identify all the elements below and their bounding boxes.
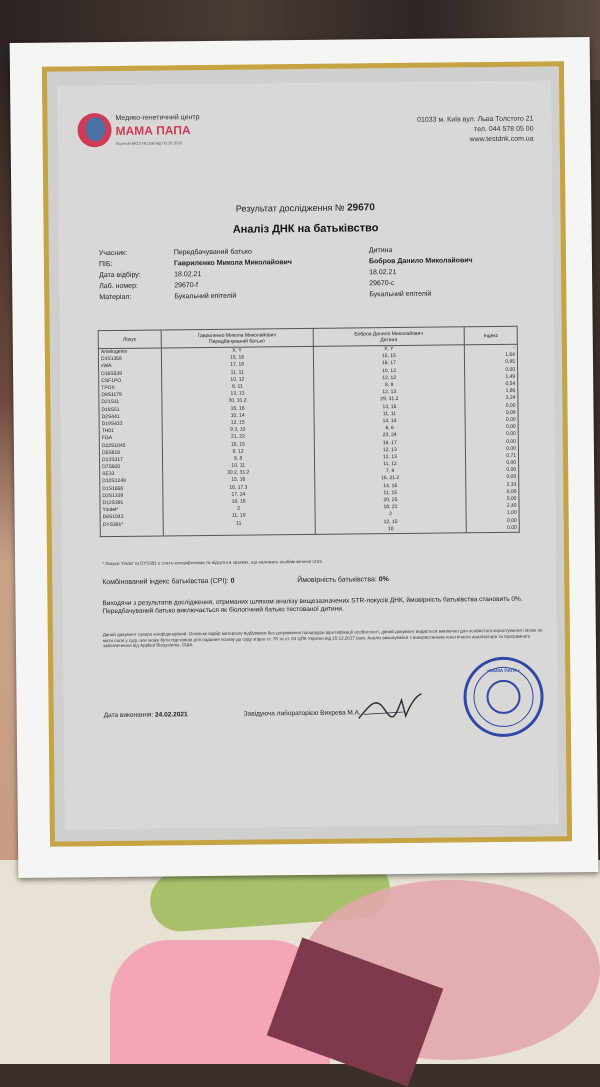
child-allele-cell: 11, 15	[314, 489, 466, 498]
index-cell: -	[465, 344, 518, 352]
info-value: Букальний епітелій	[369, 291, 431, 299]
child-allele-cell: 16, 17	[313, 360, 465, 369]
probability-value: 0%	[379, 576, 389, 583]
col-child-name: Бобров Данило Миколайович	[314, 330, 463, 338]
father-allele-cell: 10, 12	[161, 376, 313, 385]
col-child-role: Дитина	[314, 336, 463, 344]
child-allele-cell: 16, 21.2	[314, 475, 466, 484]
col-father-name: Гавриленко Микола Миколайович	[162, 331, 311, 339]
locus-cell: TPOX	[99, 384, 162, 392]
info-value: Передбачуваний батько	[174, 249, 252, 257]
info-value: Бобров Данило Миколайович	[369, 257, 473, 265]
index-cell: 0,71	[466, 453, 519, 461]
info-value: 18.02.21	[174, 271, 201, 278]
locus-cell: FGA	[99, 435, 162, 443]
father-allele-cell: 11, 19	[163, 512, 315, 521]
lab-website: www.testdnk.com.ua	[354, 135, 534, 147]
child-allele-cell: 12, 13	[314, 453, 466, 462]
lab-name: МАМА ПАПА	[115, 123, 190, 138]
index-cell: 0,00	[466, 474, 519, 482]
cpi-value: 0	[231, 578, 235, 585]
father-allele-cell: 9, 12	[162, 448, 314, 457]
frame-gold-border	[42, 61, 572, 846]
index-cell: 0,00	[467, 524, 520, 532]
father-allele-cell: 2	[163, 505, 315, 514]
cpi-label: Комбінований індекс батьківства (CPI):	[102, 578, 228, 586]
cpi-line	[102, 578, 234, 586]
father-allele-cell: 16, 16	[162, 404, 314, 413]
info-value: Гавриленко Микола Миколайович	[174, 259, 292, 267]
info-label: ПІБ:	[99, 261, 113, 268]
father-allele-cell: 9.3, 10	[162, 426, 314, 435]
father-allele-cell: 21, 22	[162, 433, 314, 442]
locus-cell: vWA	[99, 363, 162, 371]
lab-address: 01033 м. Київ вул. Льва Толстого 21	[353, 115, 533, 127]
index-cell: 0,00	[466, 424, 519, 432]
index-cell: 0,00	[466, 517, 519, 525]
father-allele-cell: 30, 31.2	[162, 397, 314, 406]
col-father-role: Передбачуваний батько	[162, 337, 311, 345]
handwritten-signature	[353, 686, 423, 727]
locus-cell: Yindel*	[100, 507, 163, 515]
locus-cell: CSF1PO	[99, 377, 162, 385]
index-cell: 3,24	[465, 395, 518, 403]
locus-cell	[100, 528, 163, 536]
lab-stamp	[463, 657, 544, 738]
index-cell: 0,00	[466, 431, 519, 439]
result-label: Результат дослідження №	[236, 203, 345, 214]
col-locus: Локус	[98, 330, 161, 349]
locus-cell: D22S1045	[99, 442, 162, 450]
document-page	[57, 80, 559, 829]
index-cell: 0,00	[466, 438, 519, 446]
child-allele-cell: 16, 17	[314, 439, 466, 448]
locus-cell: D12S391	[100, 499, 163, 507]
index-cell: 0,00	[466, 445, 519, 453]
stamp-inner	[486, 680, 520, 714]
info-value: 18.02.21	[369, 269, 396, 276]
info-value: Букальний епітелій	[174, 293, 236, 301]
father-allele-cell: 16, 17.3	[162, 483, 314, 492]
locus-cell: D21S11	[99, 399, 162, 407]
child-allele-cell: 20, 25	[314, 496, 466, 505]
picture-frame	[10, 37, 599, 878]
father-allele-cell: 8, 11	[161, 383, 313, 392]
father-allele-cell: 15, 18	[161, 354, 313, 363]
index-cell: 0,54	[465, 381, 518, 389]
lab-license: Ліцензія МОЗ №1168 від 03.10.2016	[116, 140, 183, 146]
father-allele-cell: 10, 14	[162, 412, 314, 421]
result-number: 29670	[347, 202, 375, 213]
signature-line	[104, 711, 188, 719]
locus-cell: SE33	[100, 471, 163, 479]
stamp-text: «МАМА ПАПА»	[466, 668, 540, 674]
col-father	[161, 328, 313, 348]
index-cell: 0,95	[465, 359, 518, 367]
locus-cell: D16S539	[99, 370, 162, 378]
locus-cell: DYS391*	[100, 521, 163, 529]
info-label: Матеріал:	[99, 294, 131, 301]
child-allele-cell: 15, 15	[313, 352, 465, 361]
father-allele-cell: 30.2, 31.2	[162, 469, 314, 478]
child-allele-cell: 12, 13	[314, 446, 466, 455]
father-allele-cell: X, Y	[161, 346, 313, 355]
index-cell: 0,00	[465, 366, 518, 374]
lab-manager: Завідуюча лабораторією Вихрева М.А.	[244, 709, 361, 717]
child-allele-cell: 8, 9	[313, 381, 465, 390]
child-allele-cell: 13, 15	[313, 403, 465, 412]
index-cell: 0,00	[465, 402, 518, 410]
index-cell: 0,00	[466, 467, 519, 475]
father-allele-cell: 17, 24	[163, 491, 315, 500]
index-cell: 1,00	[466, 510, 519, 518]
child-allele-cell: X, Y	[313, 345, 465, 354]
child-allele-cell: 18, 21	[315, 503, 467, 512]
father-allele-cell: 11, 11	[161, 368, 313, 377]
index-cell: 0,00	[466, 496, 519, 504]
col-index: Індекс	[464, 326, 517, 345]
locus-cell: D18S51	[99, 406, 162, 414]
child-allele-cell: 14, 16	[314, 482, 466, 491]
locus-cell: D2S1338	[100, 492, 163, 500]
child-allele-cell: 2	[315, 511, 467, 520]
locus-cell: D5S818	[99, 449, 162, 457]
index-cell: 0,00	[466, 489, 519, 497]
father-allele-cell: 17, 18	[161, 361, 313, 370]
index-cell: 2,40	[466, 503, 519, 511]
locus-cell: D19S433	[99, 420, 162, 428]
father-allele-cell	[163, 527, 315, 536]
completion-date-label: Дата виконання:	[104, 712, 154, 720]
index-cell: 1,86	[465, 388, 518, 396]
child-allele-cell: 12, 13	[313, 388, 465, 397]
info-label: Лаб. номер:	[99, 283, 138, 290]
col-child	[313, 327, 465, 347]
child-allele-cell: 10	[315, 525, 467, 534]
locus-cell: D1S1656	[100, 485, 163, 493]
lab-contacts	[353, 115, 533, 147]
index-cell: 1,64	[465, 352, 518, 360]
father-allele-cell: 11	[163, 519, 315, 528]
child-allele-cell: 12, 12	[313, 374, 465, 383]
index-cell: 0,00	[466, 460, 519, 468]
father-allele-cell: 15, 16	[162, 476, 314, 485]
probability-label: Ймовірність батьківства:	[297, 576, 377, 584]
info-value: 29670-f	[174, 282, 198, 289]
child-allele-cell: 10, 12	[313, 367, 465, 376]
lab-subtitle: Медико-генетичний центр	[115, 114, 199, 122]
document-title: Аналіз ДНК на батьківство	[59, 220, 553, 237]
info-label: Дата відбіру:	[99, 272, 141, 279]
locus-cell: D2S441	[99, 413, 162, 421]
locus-cell: D6S1043	[100, 514, 163, 522]
child-allele-cell: 29, 31.2	[313, 396, 465, 405]
child-allele-cell: 7, 9	[314, 467, 466, 476]
father-allele-cell: 13, 13	[161, 390, 313, 399]
child-allele-cell: 12, 15	[315, 518, 467, 527]
locus-cell: D8S1179	[99, 392, 162, 400]
child-allele-cell: 6, 6	[314, 424, 466, 433]
disclaimer-text: Даний документ суворо конфіденційний. Оскільки відбір матеріалу відбувався без дотримання процедури ідентифікації особистості, даний документ видається виключно для особистого користування і може не мати сили у суді, але може бути підставою для подання позову до суду згідно ст. 78 та ст. 83 ЦПК України від 15.12.2017 року. Аналіз виконувався з використанням генетичного аналізатора та програмного забезпечення від Applied Biosystems, США.	[103, 628, 543, 649]
index-cell: 0,00	[465, 409, 518, 417]
locus-cell: TH01	[99, 428, 162, 436]
father-allele-cell: 8, 8	[162, 455, 314, 464]
child-allele-cell: 11, 12	[314, 460, 466, 469]
index-cell: 1,49	[465, 374, 518, 382]
father-allele-cell: 10, 11	[162, 462, 314, 471]
table-footnote: * Локуси Yindel та DYS391 є статъ-специфічними та відсутні в зразках, що належать особам жіночої статі	[102, 559, 322, 566]
table-body	[98, 344, 519, 536]
child-allele-cell: 14, 14	[314, 417, 466, 426]
father-allele-cell: 15, 15	[162, 440, 314, 449]
conclusion-text: Виходячи з результатів дослідження, отриманих шляхом аналізу вищезазначених STR-локусів ДНК, ймовірність батьківства становить 0%. Передбачуваний батько виключається як біологічний батько тестованої дитини.	[102, 596, 542, 617]
father-allele-cell: 12, 15	[162, 419, 314, 428]
locus-cell: Amelogenin	[98, 348, 161, 356]
info-label: Учасник:	[99, 250, 127, 257]
locus-cell: D13S317	[99, 456, 162, 464]
result-heading	[58, 200, 552, 216]
participants-info	[99, 250, 100, 305]
completion-date: 24.02.2021	[155, 711, 188, 718]
str-loci-table	[98, 326, 520, 537]
lab-phone: тел. 044 578 05 00	[354, 125, 534, 137]
locus-cell: D10S1248	[100, 478, 163, 486]
father-allele-cell: 18, 18	[163, 498, 315, 507]
index-cell: 2,33	[466, 481, 519, 489]
info-value: Дитина	[369, 247, 393, 254]
locus-cell: D3S1358	[98, 356, 161, 364]
locus-cell: D7S820	[100, 463, 163, 471]
logo-icon	[77, 113, 111, 147]
child-allele-cell: 23, 24	[314, 432, 466, 441]
index-cell: 0,00	[465, 417, 518, 425]
lab-logo	[77, 112, 238, 164]
child-allele-cell: 11, 11	[314, 410, 466, 419]
info-value: 29670-c	[369, 280, 394, 287]
